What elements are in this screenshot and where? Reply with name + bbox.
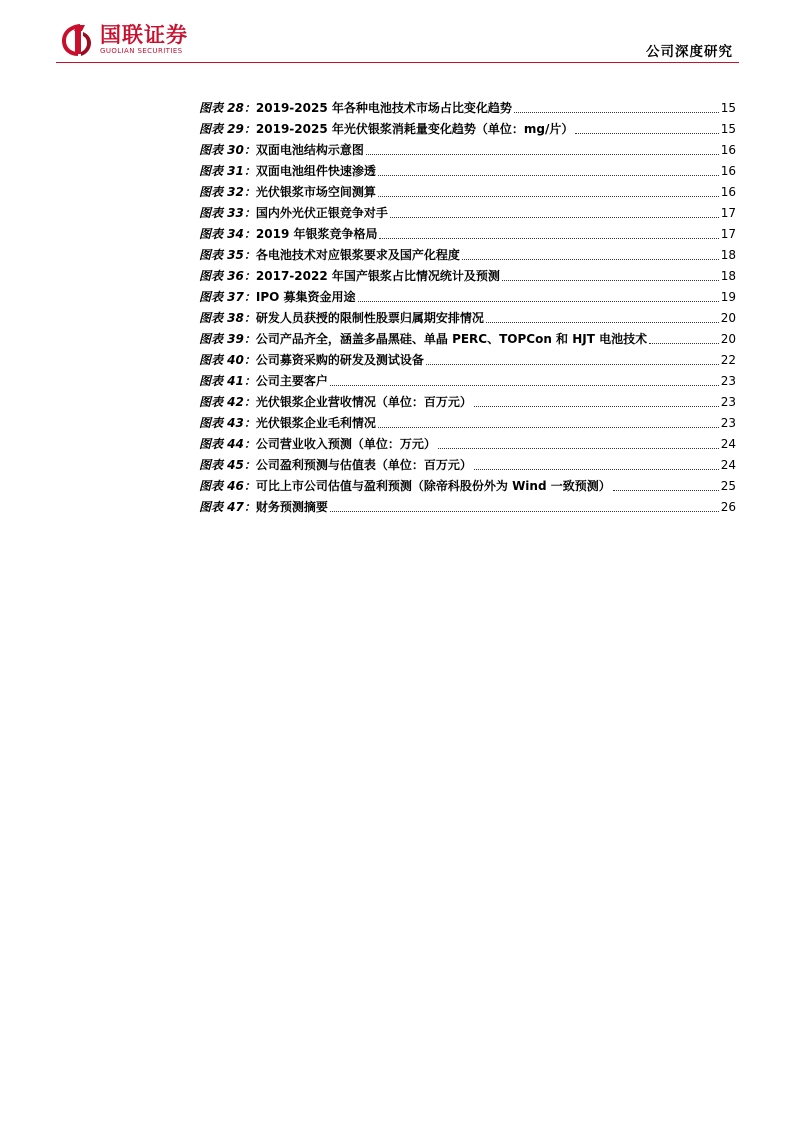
toc-entry-label	[199, 499, 328, 515]
toc-entry-title: 公司盈利预测与估值表（单位：百万元）	[255, 458, 472, 472]
toc-entry-title: 可比上市公司估值与盈利预测（除帝科股份外为 Wind 一致预测）	[255, 479, 611, 493]
toc-page-number: 22	[720, 353, 736, 367]
toc-dot-leader	[438, 448, 719, 449]
brand-name-en: GUOLIAN SECURITIES	[100, 47, 183, 55]
toc-page-number: 23	[720, 374, 736, 388]
toc-entry[interactable]	[199, 200, 736, 221]
toc-entry-prefix: 图表 38：	[199, 311, 256, 325]
toc-dot-leader	[575, 133, 718, 134]
toc-page-number: 17	[720, 227, 736, 241]
toc-entry[interactable]	[199, 242, 736, 263]
toc-entry[interactable]	[199, 347, 736, 368]
toc-page-number: 25	[720, 479, 736, 493]
toc-entry-prefix: 图表 43：	[199, 416, 256, 430]
toc-entry[interactable]	[199, 452, 736, 473]
toc-dot-leader	[486, 322, 719, 323]
toc-page-number: 24	[720, 437, 736, 451]
toc-dot-leader	[378, 427, 719, 428]
toc-entry-prefix: 图表 31：	[199, 164, 256, 178]
toc-dot-leader	[613, 490, 719, 491]
toc-entry-label	[199, 331, 647, 347]
toc-entry-title: 2019-2025 年各种电池技术市场占比变化趋势	[255, 101, 512, 115]
toc-dot-leader	[378, 175, 719, 176]
toc-dot-leader	[378, 196, 719, 197]
toc-page-number: 20	[720, 332, 736, 346]
toc-entry-label	[199, 352, 424, 368]
toc-page-number: 18	[720, 248, 736, 262]
toc-dot-leader	[390, 217, 719, 218]
toc-entry[interactable]	[199, 116, 736, 137]
toc-page-number: 15	[720, 122, 736, 136]
toc-entry-label	[199, 394, 472, 410]
toc-entry-label	[199, 373, 328, 389]
toc-entry-title: 各电池技术对应银浆要求及国产化程度	[255, 248, 460, 262]
toc-entry-prefix: 图表 37：	[199, 290, 256, 304]
toc-entry-prefix: 图表 34：	[199, 227, 256, 241]
toc-entry-prefix: 图表 44：	[199, 437, 256, 451]
toc-entry-title: 国内外光伏正银竞争对手	[255, 206, 388, 220]
toc-dot-leader	[649, 343, 719, 344]
toc-entry[interactable]	[199, 137, 736, 158]
toc-entry[interactable]	[199, 368, 736, 389]
toc-dot-leader	[366, 154, 719, 155]
toc-entry-title: 公司募资采购的研发及测试设备	[255, 353, 424, 367]
toc-page-number: 16	[720, 164, 736, 178]
toc-page-number: 17	[720, 206, 736, 220]
toc-entry[interactable]	[199, 179, 736, 200]
toc-entry-prefix: 图表 42：	[199, 395, 256, 409]
toc-page-number: 16	[720, 185, 736, 199]
toc-entry-label	[199, 478, 611, 494]
toc-dot-leader	[330, 511, 719, 512]
toc-entry-label	[199, 289, 356, 305]
toc-page-number: 26	[720, 500, 736, 514]
toc-entry-title: 财务预测摘要	[255, 500, 328, 514]
toc-entry[interactable]	[199, 473, 736, 494]
toc-entry-prefix: 图表 39：	[199, 332, 256, 346]
toc-entry-label	[199, 121, 573, 137]
toc-dot-leader	[462, 259, 719, 260]
toc-entry[interactable]	[199, 221, 736, 242]
toc-entry-prefix: 图表 40：	[199, 353, 256, 367]
toc-entry[interactable]	[199, 326, 736, 347]
toc-entry[interactable]	[199, 410, 736, 431]
toc-entry-title: 公司产品齐全，涵盖多晶黑硅、单晶 PERC、TOPCon 和 HJT 电池技术	[255, 332, 648, 346]
toc-entry-prefix: 图表 41：	[199, 374, 256, 388]
toc-entry-prefix: 图表 29：	[199, 122, 256, 136]
toc-entry-title: IPO 募集资金用途	[255, 290, 356, 304]
toc-entry-title: 双面电池结构示意图	[255, 143, 364, 157]
toc-entry-label	[199, 268, 500, 284]
toc-entry-prefix: 图表 36：	[199, 269, 256, 283]
toc-entry-prefix: 图表 30：	[199, 143, 256, 157]
toc-entry-prefix: 图表 33：	[199, 206, 256, 220]
toc-entry-label	[199, 226, 377, 242]
toc-dot-leader	[358, 301, 719, 302]
toc-entry[interactable]	[199, 389, 736, 410]
toc-page-number: 15	[720, 101, 736, 115]
toc-entry-label	[199, 184, 376, 200]
toc-entry-prefix: 图表 45：	[199, 458, 256, 472]
toc-dot-leader	[502, 280, 719, 281]
toc-dot-leader	[474, 469, 719, 470]
header-divider	[56, 62, 739, 63]
toc-entry-prefix: 图表 46：	[199, 479, 256, 493]
toc-dot-leader	[514, 112, 719, 113]
toc-entry[interactable]	[199, 95, 736, 116]
toc-entry-prefix: 图表 35：	[199, 248, 256, 262]
toc-page-number: 19	[720, 290, 736, 304]
toc-entry-label	[199, 163, 376, 179]
toc-entry-label	[199, 247, 460, 263]
toc-entry-label	[199, 436, 436, 452]
toc-page-number: 23	[720, 395, 736, 409]
toc-entry[interactable]	[199, 494, 736, 515]
toc-entry-label	[199, 205, 388, 221]
toc-entry-title: 2017-2022 年国产银浆占比情况统计及预测	[255, 269, 500, 283]
toc-page-number: 24	[720, 458, 736, 472]
toc-entry-prefix: 图表 32：	[199, 185, 256, 199]
toc-entry[interactable]	[199, 431, 736, 452]
toc-entry-title: 公司主要客户	[255, 374, 328, 388]
toc-entry-label	[199, 457, 472, 473]
report-type-label: 公司深度研究	[646, 44, 733, 60]
toc-dot-leader	[379, 238, 718, 239]
company-logo	[60, 22, 188, 58]
toc-dot-leader	[426, 364, 719, 365]
toc-page-number: 23	[720, 416, 736, 430]
toc-entry-label	[199, 415, 376, 431]
toc-dot-leader	[474, 406, 719, 407]
toc-entry-label	[199, 142, 364, 158]
logo-text	[100, 24, 188, 56]
toc-entry-title: 研发人员获授的限制性股票归属期安排情况	[255, 311, 484, 325]
toc-entry-title: 2019 年银浆竞争格局	[255, 227, 378, 241]
toc-entry[interactable]	[199, 284, 736, 305]
logo-mark-icon	[60, 22, 94, 58]
toc-entry-title: 公司营业收入预测（单位：万元）	[255, 437, 436, 451]
brand-name-cn: 国联证券	[100, 23, 188, 47]
toc-page-number: 20	[720, 311, 736, 325]
toc-entry-title: 光伏银浆企业营收情况（单位：百万元）	[255, 395, 472, 409]
toc-dot-leader	[330, 385, 719, 386]
toc-entry-title: 光伏银浆企业毛利情况	[255, 416, 376, 430]
toc-page-number: 16	[720, 143, 736, 157]
toc-entry-title: 双面电池组件快速渗透	[255, 164, 376, 178]
toc-entry-prefix: 图表 28：	[199, 101, 256, 115]
toc-page-number: 18	[720, 269, 736, 283]
toc-entry-label	[199, 100, 512, 116]
toc-entry-label	[199, 310, 484, 326]
page-header	[0, 0, 793, 66]
toc-entry-title: 光伏银浆市场空间测算	[255, 185, 376, 199]
toc-entry-title: 2019-2025 年光伏银浆消耗量变化趋势（单位：mg/片）	[255, 122, 574, 136]
toc-entry[interactable]	[199, 158, 736, 179]
toc-entry[interactable]	[199, 305, 736, 326]
figure-index-list	[199, 95, 736, 515]
toc-entry-prefix: 图表 47：	[199, 500, 256, 514]
toc-entry[interactable]	[199, 263, 736, 284]
